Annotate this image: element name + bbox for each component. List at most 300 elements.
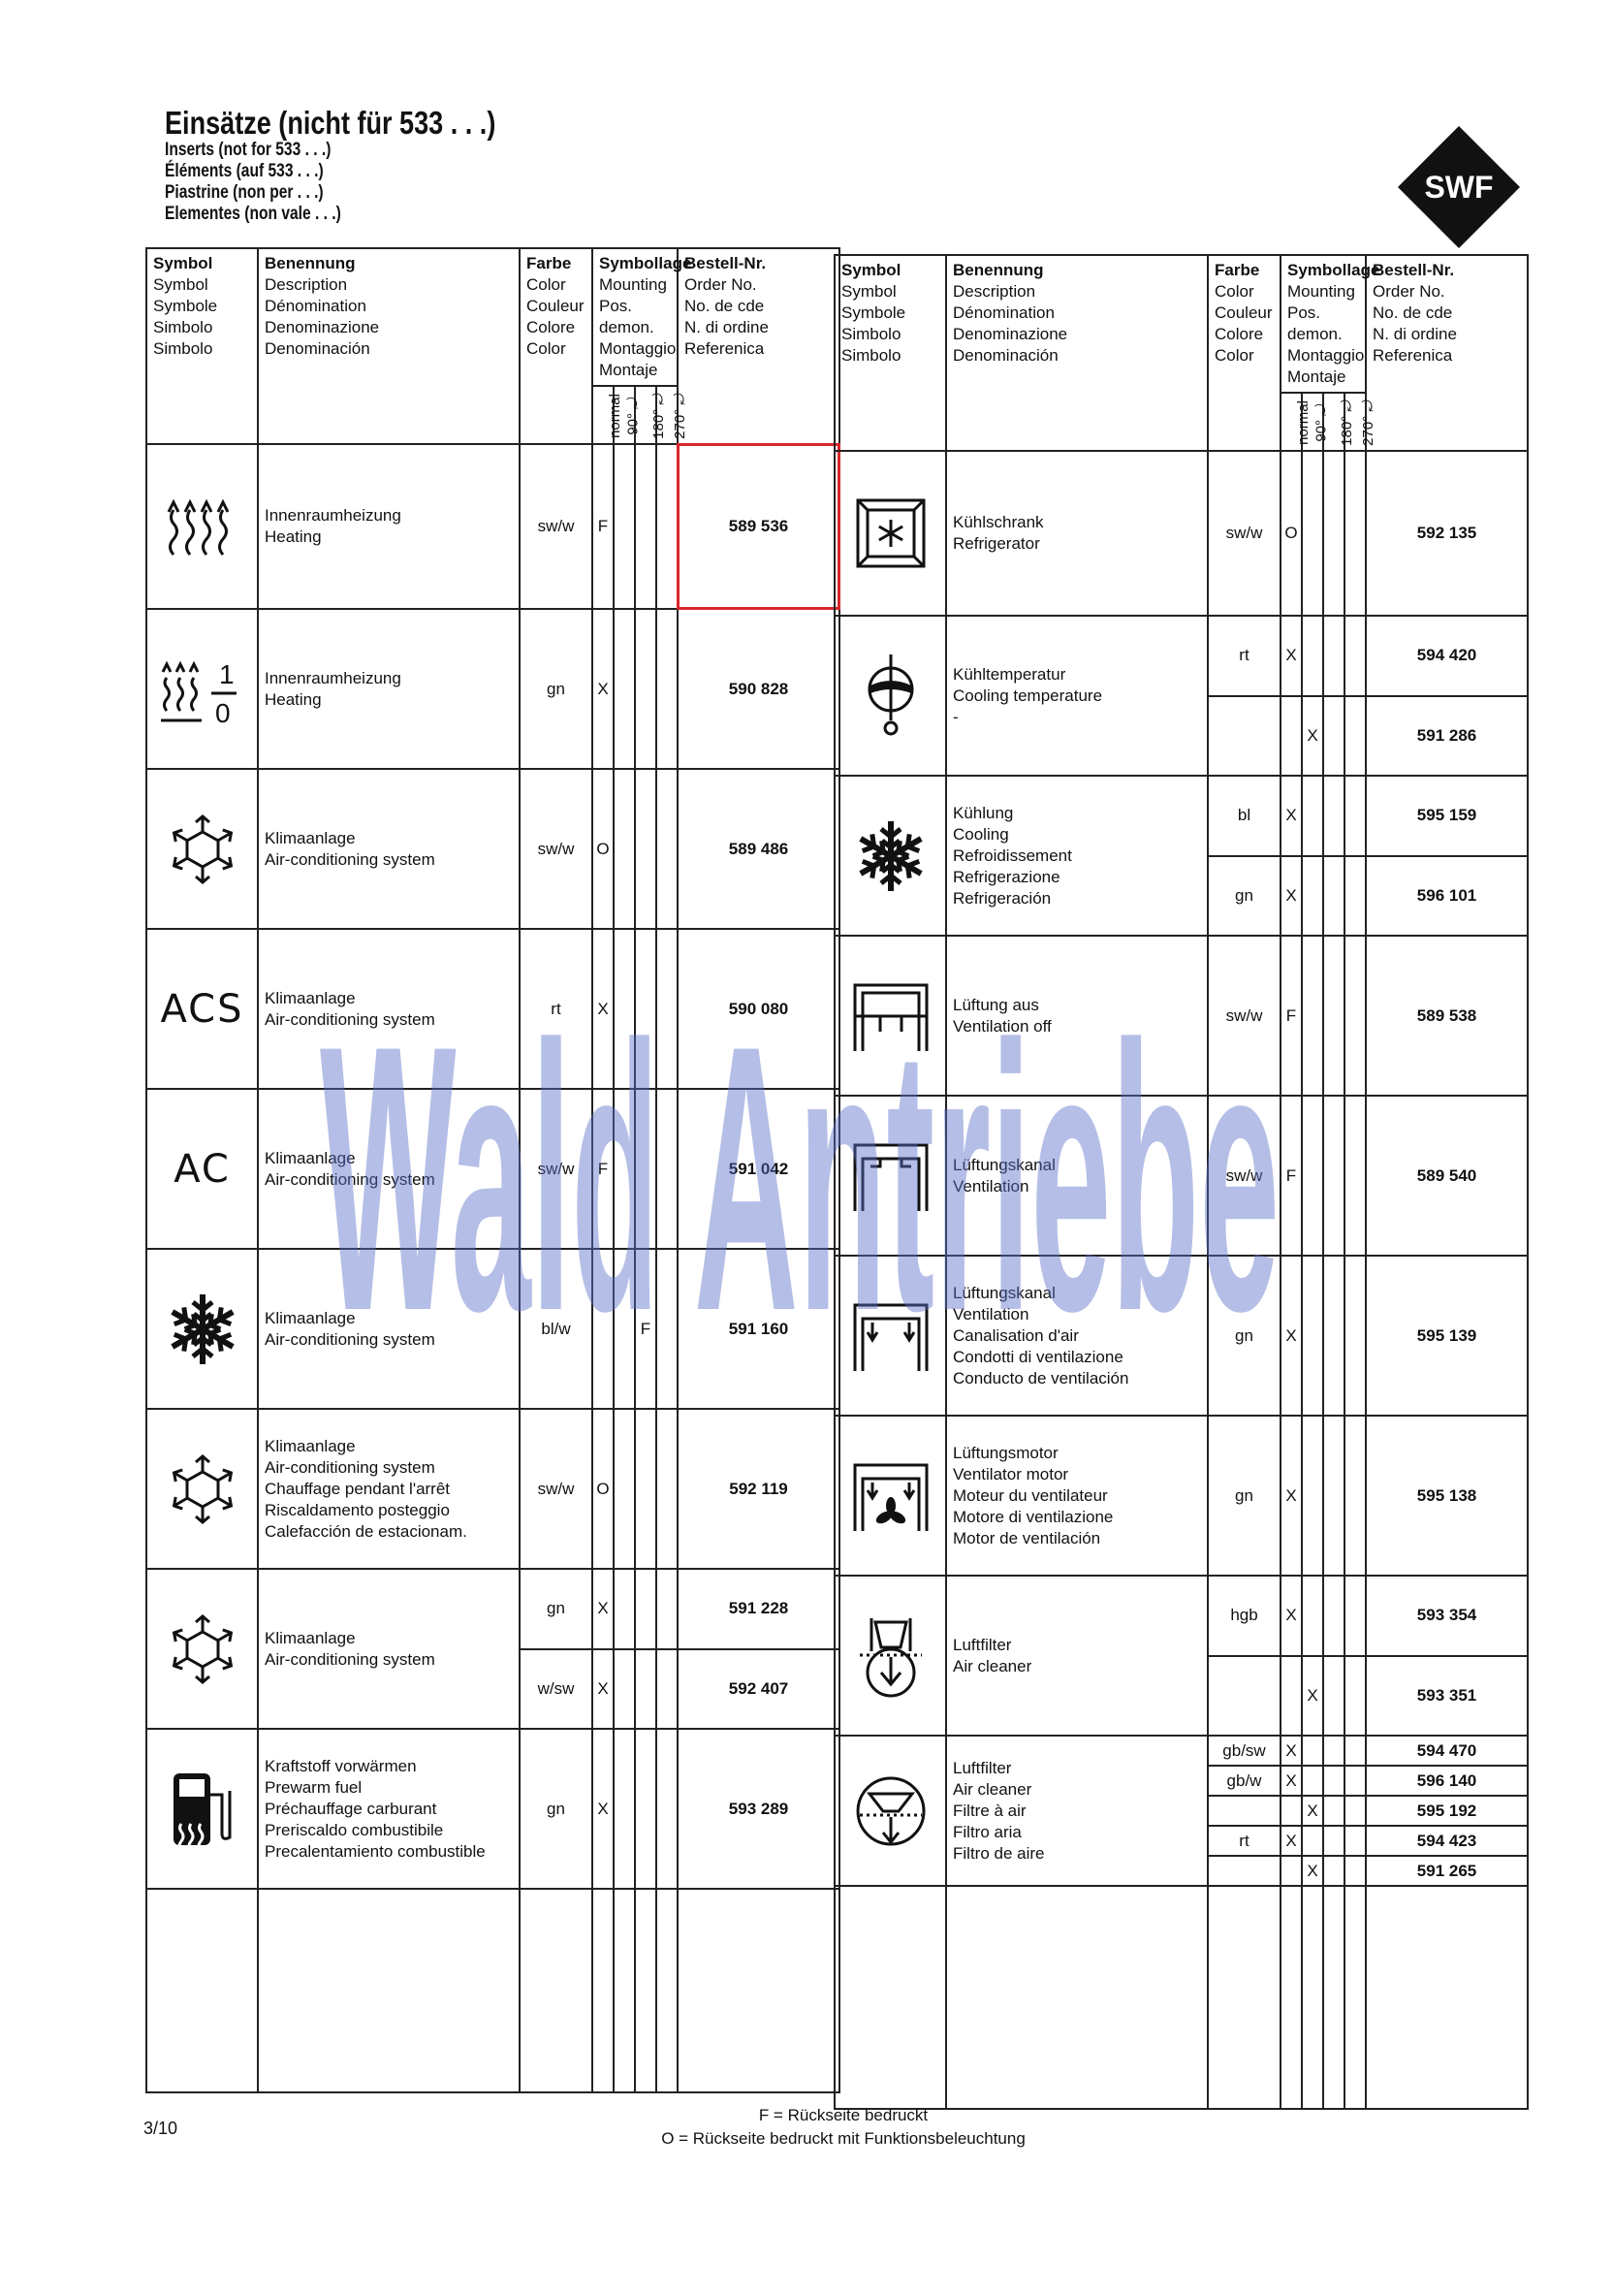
footnote-o: O = Rückseite bedruckt mit Funktionsbeleuchtung bbox=[661, 2129, 1026, 2148]
description-line: Klimaanlage bbox=[265, 1628, 356, 1647]
ventilation-off-icon bbox=[835, 936, 946, 1096]
mounting-mark: X bbox=[592, 929, 614, 1089]
empty-row bbox=[146, 1889, 839, 2092]
table-row bbox=[146, 1249, 839, 1409]
mounting-mark bbox=[656, 929, 678, 1089]
mounting-mark: X bbox=[592, 1729, 614, 1889]
mounting-mark bbox=[1344, 696, 1366, 777]
color-code: bl/w bbox=[520, 1249, 592, 1409]
svg-text:SWF: SWF bbox=[1424, 170, 1494, 205]
description-line: Chauffage pendant l'arrêt bbox=[265, 1479, 451, 1498]
table-row bbox=[835, 1256, 1528, 1416]
header-rotation-2: 180° ⤾ bbox=[1323, 393, 1344, 451]
empty-cell bbox=[1208, 1886, 1281, 2109]
item-description bbox=[258, 1089, 520, 1249]
item-description bbox=[946, 1256, 1208, 1416]
mounting-mark bbox=[614, 929, 635, 1089]
description-line: Luftfilter bbox=[953, 1758, 1012, 1777]
mounting-mark bbox=[635, 444, 656, 609]
mounting-mark bbox=[1281, 1856, 1302, 1886]
page-title: Einsätze (nicht für 533 . . .) bbox=[165, 105, 496, 141]
mounting-mark bbox=[1323, 776, 1344, 856]
description-line: Innenraumheizung bbox=[265, 506, 401, 525]
mounting-mark bbox=[1344, 1856, 1366, 1886]
swf-logo bbox=[1396, 124, 1522, 250]
mounting-mark bbox=[635, 1729, 656, 1889]
header-color: Farbe Color Couleur Colore Color bbox=[520, 248, 592, 444]
table-row bbox=[835, 616, 1528, 696]
mounting-mark bbox=[1344, 936, 1366, 1096]
order-number: 589 536 bbox=[678, 444, 839, 609]
title-line-it: Piastrine (non per . . .) bbox=[165, 182, 324, 203]
color-code bbox=[1208, 1656, 1281, 1737]
ventilation-duct-down-icon bbox=[835, 1256, 946, 1416]
header-color: Farbe Color Couleur Colore Color bbox=[1208, 255, 1281, 451]
mounting-mark bbox=[1323, 1656, 1344, 1737]
mounting-mark bbox=[1344, 1576, 1366, 1656]
mounting-mark bbox=[614, 444, 635, 609]
description-line: Refrigerator bbox=[953, 534, 1040, 553]
left-table-body bbox=[146, 248, 839, 2092]
description-line: Klimaanlage bbox=[265, 1436, 356, 1455]
title-line-en: Inserts (not for 533 . . .) bbox=[165, 140, 332, 160]
header-rotation-3: 270° ⤾ bbox=[1344, 393, 1366, 451]
mounting-mark bbox=[1344, 856, 1366, 937]
mounting-mark bbox=[656, 444, 678, 609]
mounting-mark bbox=[1323, 1766, 1344, 1796]
description-line: Air cleaner bbox=[953, 1656, 1032, 1675]
color-code: gn bbox=[1208, 1256, 1281, 1416]
table-row bbox=[146, 929, 839, 1089]
title-line-fr: Éléments (auf 533 . . .) bbox=[165, 161, 324, 181]
mounting-mark bbox=[1302, 1766, 1323, 1796]
description-line: Filtre à air bbox=[953, 1801, 1027, 1820]
item-description bbox=[258, 609, 520, 769]
mounting-mark bbox=[1344, 451, 1366, 616]
mounting-mark bbox=[1302, 1826, 1323, 1856]
mounting-mark: X bbox=[1281, 776, 1302, 856]
empty-cell bbox=[1323, 1886, 1344, 2109]
table-header-row bbox=[835, 255, 1528, 393]
cooling-temperature-icon bbox=[835, 616, 946, 776]
mounting-mark bbox=[1302, 616, 1323, 696]
order-number: 596 101 bbox=[1366, 856, 1528, 937]
mounting-mark bbox=[614, 769, 635, 929]
mounting-mark bbox=[656, 609, 678, 769]
table-row bbox=[835, 776, 1528, 856]
order-number: 589 538 bbox=[1366, 936, 1528, 1096]
empty-row bbox=[835, 1886, 1528, 2109]
table-row bbox=[146, 1089, 839, 1249]
item-description bbox=[258, 1569, 520, 1729]
empty-cell bbox=[258, 1889, 520, 2092]
order-number: 595 139 bbox=[1366, 1256, 1528, 1416]
color-code: sw/w bbox=[520, 769, 592, 929]
table-row bbox=[835, 1576, 1528, 1656]
mounting-mark bbox=[1323, 1576, 1344, 1656]
item-description bbox=[946, 776, 1208, 936]
description-line: Moteur du ventilateur bbox=[953, 1485, 1108, 1505]
order-number: 593 351 bbox=[1366, 1656, 1528, 1737]
mounting-mark bbox=[656, 1569, 678, 1649]
empty-cell bbox=[520, 1889, 592, 2092]
order-number: 595 159 bbox=[1366, 776, 1528, 856]
mounting-mark bbox=[1323, 1826, 1344, 1856]
description-line: Refrigerazione bbox=[953, 867, 1060, 886]
description-line: Air-conditioning system bbox=[265, 1009, 435, 1029]
empty-cell bbox=[1366, 1886, 1528, 2109]
mounting-mark: X bbox=[1302, 1856, 1323, 1886]
empty-cell bbox=[656, 1889, 678, 2092]
order-number: 591 265 bbox=[1366, 1856, 1528, 1886]
header-order: Bestell-Nr. Order No. No. de cde N. di ordine Referenica bbox=[678, 248, 839, 444]
table-row bbox=[146, 609, 839, 769]
air-cleaner-round-icon bbox=[835, 1736, 946, 1886]
snowflake-sun-icon bbox=[146, 1409, 258, 1569]
mounting-mark bbox=[1344, 776, 1366, 856]
description-line: Lüftungskanal bbox=[953, 1155, 1056, 1174]
mounting-mark: X bbox=[1281, 1256, 1302, 1416]
color-code: rt bbox=[520, 929, 592, 1089]
description-line: Motor de ventilación bbox=[953, 1528, 1101, 1547]
mounting-mark bbox=[614, 1649, 635, 1730]
mounting-mark bbox=[656, 1649, 678, 1730]
item-description bbox=[258, 444, 520, 609]
mounting-mark: X bbox=[1302, 696, 1323, 777]
mounting-mark bbox=[635, 769, 656, 929]
empty-cell bbox=[946, 1886, 1208, 2109]
order-number: 594 423 bbox=[1366, 1826, 1528, 1856]
mounting-mark bbox=[1281, 1656, 1302, 1737]
mounting-mark: O bbox=[1281, 451, 1302, 616]
mounting-mark: X bbox=[592, 609, 614, 769]
title-translations bbox=[165, 140, 341, 225]
air-cleaner-icon bbox=[835, 1576, 946, 1736]
empty-cell bbox=[1302, 1886, 1323, 2109]
empty-cell bbox=[146, 1889, 258, 2092]
description-line: Filtro aria bbox=[953, 1822, 1022, 1841]
order-number: 591 228 bbox=[678, 1569, 839, 1649]
mounting-mark bbox=[635, 1409, 656, 1569]
mounting-mark bbox=[656, 1249, 678, 1409]
left-catalog-table bbox=[145, 247, 840, 2093]
color-code: sw/w bbox=[1208, 1096, 1281, 1256]
mounting-mark bbox=[656, 1409, 678, 1569]
refrigerator-icon bbox=[835, 451, 946, 616]
svg-text:0: 0 bbox=[214, 697, 231, 728]
header-order: Bestell-Nr. Order No. No. de cde N. di ordine Referenica bbox=[1366, 255, 1528, 451]
snowflake-outline-icon bbox=[146, 1569, 258, 1729]
color-code: gb/w bbox=[1208, 1766, 1281, 1796]
description-line: Innenraumheizung bbox=[265, 668, 401, 687]
mounting-mark bbox=[635, 609, 656, 769]
mounting-mark: F bbox=[592, 1089, 614, 1249]
mounting-mark bbox=[1323, 696, 1344, 777]
color-code: sw/w bbox=[1208, 451, 1281, 616]
description-line: Kraftstoff vorwärmen bbox=[265, 1756, 417, 1775]
fuel-pump-heat-icon bbox=[146, 1729, 258, 1889]
mounting-mark: F bbox=[1281, 1096, 1302, 1256]
table-header-row bbox=[146, 248, 839, 386]
mounting-mark: X bbox=[1281, 616, 1302, 696]
footnotes bbox=[601, 2104, 1086, 2151]
mounting-mark bbox=[1323, 1416, 1344, 1576]
header-mounting: Symbollage Mounting Pos. demon. Montaggio Montaje bbox=[1281, 255, 1366, 393]
table-row bbox=[835, 1096, 1528, 1256]
description-line: Kühlung bbox=[953, 803, 1014, 822]
mounting-mark bbox=[1323, 1796, 1344, 1826]
mounting-mark bbox=[656, 1089, 678, 1249]
mounting-mark: F bbox=[1281, 936, 1302, 1096]
description-line: Lüftungsmotor bbox=[953, 1443, 1059, 1462]
mounting-mark bbox=[614, 1729, 635, 1889]
order-number: 592 119 bbox=[678, 1409, 839, 1569]
color-code: gn bbox=[520, 1569, 592, 1649]
description-line: Luftfilter bbox=[953, 1635, 1012, 1654]
description-line: Conducto de ventilación bbox=[953, 1368, 1129, 1387]
order-number: 595 192 bbox=[1366, 1796, 1528, 1826]
mounting-mark: X bbox=[1302, 1656, 1323, 1737]
color-code: gn bbox=[520, 609, 592, 769]
mounting-mark bbox=[1281, 696, 1302, 777]
description-line: Heating bbox=[265, 527, 322, 546]
order-number: 593 289 bbox=[678, 1729, 839, 1889]
item-description bbox=[946, 936, 1208, 1096]
order-number: 590 080 bbox=[678, 929, 839, 1089]
order-number: 591 042 bbox=[678, 1089, 839, 1249]
header-name: Benennung Description Dénomination Denominazione Denominación bbox=[946, 255, 1208, 451]
color-code: sw/w bbox=[520, 1409, 592, 1569]
mounting-mark: F bbox=[592, 444, 614, 609]
description-line: Air-conditioning system bbox=[265, 1169, 435, 1189]
description-line: Klimaanlage bbox=[265, 1308, 356, 1327]
description-line: Condotti di ventilazione bbox=[953, 1347, 1123, 1366]
header-symbol: Symbol Symbol Symbole Simbolo Simbolo bbox=[146, 248, 258, 444]
color-code: rt bbox=[1208, 616, 1281, 696]
item-description bbox=[258, 1249, 520, 1409]
mounting-mark: X bbox=[1281, 1416, 1302, 1576]
mounting-mark bbox=[1302, 451, 1323, 616]
mounting-mark bbox=[614, 1409, 635, 1569]
svg-text:1: 1 bbox=[218, 658, 235, 689]
mounting-mark bbox=[1302, 1256, 1323, 1416]
description-line: Ventilation bbox=[953, 1176, 1029, 1196]
description-line: Refroidissement bbox=[953, 845, 1072, 865]
item-description bbox=[258, 929, 520, 1089]
table-row bbox=[835, 1416, 1528, 1576]
description-line: Préchauffage carburant bbox=[265, 1799, 437, 1818]
mounting-mark bbox=[1302, 1416, 1323, 1576]
description-line: Preriscaldo combustibile bbox=[265, 1820, 444, 1839]
snowflake-sun-icon bbox=[146, 769, 258, 929]
mounting-mark bbox=[614, 1089, 635, 1249]
mounting-mark bbox=[1302, 936, 1323, 1096]
description-line: Refrigeración bbox=[953, 888, 1052, 908]
empty-cell bbox=[835, 1886, 946, 2109]
mounting-mark bbox=[635, 1649, 656, 1730]
ventilation-motor-icon bbox=[835, 1416, 946, 1576]
item-description bbox=[946, 451, 1208, 616]
item-description bbox=[258, 1729, 520, 1889]
description-line: Precalentamiento combustible bbox=[265, 1841, 486, 1861]
table-row bbox=[146, 1409, 839, 1569]
mounting-mark: X bbox=[1281, 1736, 1302, 1766]
color-code: w/sw bbox=[520, 1649, 592, 1730]
description-line: Lüftungskanal bbox=[953, 1283, 1056, 1302]
mounting-mark bbox=[656, 769, 678, 929]
mounting-mark: X bbox=[592, 1569, 614, 1649]
mounting-mark bbox=[592, 1249, 614, 1409]
mounting-mark bbox=[1344, 1416, 1366, 1576]
empty-cell bbox=[635, 1889, 656, 2092]
header-rotation-0: normal bbox=[592, 386, 614, 444]
description-line: Cooling temperature bbox=[953, 686, 1103, 705]
color-code: sw/w bbox=[520, 444, 592, 609]
mounting-mark bbox=[635, 1569, 656, 1649]
heating-switch-icon bbox=[146, 609, 258, 769]
mounting-mark: X bbox=[1281, 1826, 1302, 1856]
item-description bbox=[946, 1576, 1208, 1736]
mounting-mark bbox=[635, 1089, 656, 1249]
mounting-mark bbox=[1344, 1796, 1366, 1826]
empty-cell bbox=[1344, 1886, 1366, 2109]
page-number: 3/10 bbox=[143, 2119, 178, 2138]
description-line: Air-conditioning system bbox=[265, 1649, 435, 1669]
item-description bbox=[258, 769, 520, 929]
description-line: Air-conditioning system bbox=[265, 1329, 435, 1349]
order-number: 594 470 bbox=[1366, 1736, 1528, 1766]
mounting-mark bbox=[1323, 1096, 1344, 1256]
description-line: Cooling bbox=[953, 824, 1009, 844]
color-code: bl bbox=[1208, 776, 1281, 856]
mounting-mark bbox=[1344, 1656, 1366, 1737]
mounting-mark bbox=[614, 609, 635, 769]
table-row bbox=[835, 451, 1528, 616]
header-rotation-2: 180° ⤾ bbox=[635, 386, 656, 444]
description-line: Ventilation bbox=[953, 1304, 1029, 1323]
order-number: 592 135 bbox=[1366, 451, 1528, 616]
mounting-mark bbox=[1323, 451, 1344, 616]
empty-cell bbox=[614, 1889, 635, 2092]
description-line: Heating bbox=[265, 689, 322, 709]
ac-text-icon: AC bbox=[146, 1089, 258, 1249]
color-code bbox=[1208, 1856, 1281, 1886]
mounting-mark bbox=[1302, 1096, 1323, 1256]
item-description bbox=[946, 616, 1208, 776]
description-line: Air-conditioning system bbox=[265, 849, 435, 869]
mounting-mark bbox=[1344, 1256, 1366, 1416]
empty-cell bbox=[592, 1889, 614, 2092]
mounting-mark bbox=[656, 1729, 678, 1889]
empty-cell bbox=[1281, 1886, 1302, 2109]
description-line: Klimaanlage bbox=[265, 1148, 356, 1167]
header-symbol: Symbol Symbol Symbole Simbolo Simbolo bbox=[835, 255, 946, 451]
color-code: sw/w bbox=[1208, 936, 1281, 1096]
description-line: Prewarm fuel bbox=[265, 1777, 363, 1797]
table-row bbox=[835, 936, 1528, 1096]
order-number: 595 138 bbox=[1366, 1416, 1528, 1576]
order-number: 589 486 bbox=[678, 769, 839, 929]
color-code bbox=[1208, 1796, 1281, 1826]
table-row bbox=[146, 1729, 839, 1889]
mounting-mark bbox=[1323, 1736, 1344, 1766]
heating-icon bbox=[146, 444, 258, 609]
mounting-mark: X bbox=[1302, 1796, 1323, 1826]
description-line: Air-conditioning system bbox=[265, 1457, 435, 1477]
order-number: 589 540 bbox=[1366, 1096, 1528, 1256]
mounting-mark bbox=[1344, 1826, 1366, 1856]
mounting-mark: O bbox=[592, 769, 614, 929]
mounting-mark bbox=[1302, 1576, 1323, 1656]
mounting-mark: X bbox=[1281, 1766, 1302, 1796]
description-line: Riscaldamento posteggio bbox=[265, 1500, 450, 1519]
mounting-mark bbox=[1344, 1766, 1366, 1796]
mounting-mark bbox=[1281, 1796, 1302, 1826]
ventilation-duct-icon bbox=[835, 1096, 946, 1256]
footnote-f: F = Rückseite bedruckt bbox=[758, 2106, 929, 2124]
order-number: 594 420 bbox=[1366, 616, 1528, 696]
color-code: hgb bbox=[1208, 1576, 1281, 1656]
table-row bbox=[146, 769, 839, 929]
acs-text-icon: ACS bbox=[146, 929, 258, 1089]
description-line: Air cleaner bbox=[953, 1779, 1032, 1799]
mounting-mark: X bbox=[1281, 1576, 1302, 1656]
description-line: Kühlschrank bbox=[953, 513, 1044, 531]
item-description bbox=[946, 1736, 1208, 1886]
color-code: gn bbox=[1208, 856, 1281, 937]
mounting-mark bbox=[614, 1249, 635, 1409]
order-number: 593 354 bbox=[1366, 1576, 1528, 1656]
snowflake-solid-icon bbox=[835, 776, 946, 936]
description-line: Klimaanlage bbox=[265, 828, 356, 847]
item-description bbox=[946, 1416, 1208, 1576]
header-rotation-1: 90° ⤾ bbox=[614, 386, 635, 444]
color-code: sw/w bbox=[520, 1089, 592, 1249]
color-code: rt bbox=[1208, 1826, 1281, 1856]
right-catalog-table bbox=[834, 254, 1529, 2110]
mounting-mark bbox=[1302, 776, 1323, 856]
empty-cell bbox=[678, 1889, 839, 2092]
header-rotation-1: 90° ⤾ bbox=[1302, 393, 1323, 451]
item-description bbox=[258, 1409, 520, 1569]
order-number: 590 828 bbox=[678, 609, 839, 769]
header-mounting: Symbollage Mounting Pos. demon. Montaggio Montaje bbox=[592, 248, 678, 386]
mounting-mark: F bbox=[635, 1249, 656, 1409]
description-line: Ventilation off bbox=[953, 1016, 1052, 1036]
description-line: Canalisation d'air bbox=[953, 1325, 1079, 1345]
color-code: gn bbox=[1208, 1416, 1281, 1576]
mounting-mark bbox=[1323, 1856, 1344, 1886]
mounting-mark bbox=[1323, 856, 1344, 937]
mounting-mark bbox=[1344, 616, 1366, 696]
header-rotation-3: 270° ⤾ bbox=[656, 386, 678, 444]
table-row bbox=[146, 1569, 839, 1649]
mounting-mark bbox=[1344, 1096, 1366, 1256]
mounting-mark bbox=[1323, 1256, 1344, 1416]
order-number: 592 407 bbox=[678, 1649, 839, 1730]
mounting-mark bbox=[1344, 1736, 1366, 1766]
description-line: Ventilator motor bbox=[953, 1464, 1069, 1483]
description-line: Klimaanlage bbox=[265, 988, 356, 1007]
item-description bbox=[946, 1096, 1208, 1256]
mounting-mark: O bbox=[592, 1409, 614, 1569]
description-line: Motore di ventilazione bbox=[953, 1507, 1114, 1526]
mounting-mark bbox=[635, 929, 656, 1089]
table-row bbox=[146, 444, 839, 609]
svg-text:Wald Antriebe: Wald Antriebe bbox=[320, 967, 1280, 1389]
order-number: 591 160 bbox=[678, 1249, 839, 1409]
title-line-es: Elementes (non vale . . .) bbox=[165, 204, 341, 224]
